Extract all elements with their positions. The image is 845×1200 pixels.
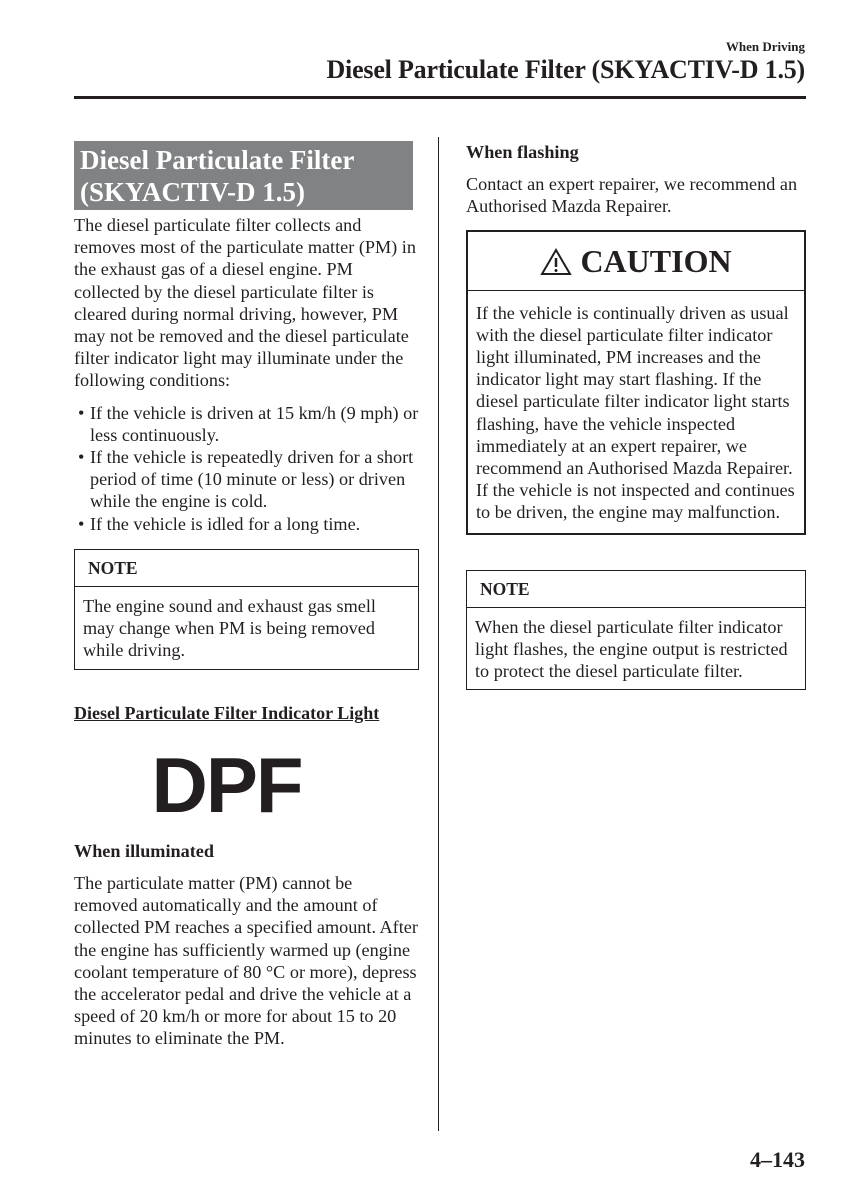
- caution-text: If the vehicle is continually driven as usual with the diesel particulate filter indicator light illuminated, PM increases and the indicator light may start flashing. If the diesel particulate filter indicator light starts flashing, have the vehicle inspected immediately at an expert repairer, we recommend an Authorised Mazda Repairer. If the vehicle is not inspected and continues to be driven, the engine may malfunction.: [476, 302, 795, 523]
- left-column: [74, 141, 419, 1050]
- note-text: The engine sound and exhaust gas smell may change when PM is being removed while driving.: [83, 596, 376, 661]
- caution-header: [468, 232, 804, 291]
- list-item: [74, 513, 419, 535]
- caution-label: CAUTION: [580, 242, 732, 279]
- list-item: [74, 446, 419, 513]
- flashing-heading: When flashing: [466, 142, 579, 162]
- intro-paragraph: The diesel particulate filter collects and removes most of the particulate matter (PM) in the exhaust gas of a diesel engine. PM collected by the diesel particulate filter is cleared during normal driving, however, PM may not be removed and the diesel particulate filter indicator light may illuminate under the following conditions:: [74, 215, 416, 391]
- section-title-line-2: (SKYACTIV-D 1.5): [80, 177, 306, 207]
- warning-triangle-icon: [540, 248, 572, 276]
- caution-box: [466, 230, 806, 535]
- list-item-text: If the vehicle is driven at 15 km/h (9 mph) or less continuously.: [90, 402, 419, 445]
- indicator-heading: Diesel Particulate Filter Indicator Light: [74, 702, 380, 723]
- right-column: [466, 141, 806, 690]
- page-title: Diesel Particulate Filter (SKYACTIV-D 1.5): [326, 55, 805, 84]
- bullet-icon: •: [78, 447, 85, 468]
- list-item: [74, 402, 419, 446]
- header-rule: [74, 96, 806, 99]
- note-label: NOTE: [467, 571, 805, 608]
- dpf-indicator-icon: DPF: [151, 740, 302, 829]
- section-label: When Driving: [725, 39, 805, 54]
- page-number: 4–143: [750, 1147, 805, 1172]
- column-divider: [438, 137, 439, 1131]
- illuminated-heading: When illuminated: [74, 840, 214, 861]
- note-box: [74, 549, 419, 670]
- section-title: [74, 141, 413, 210]
- condition-list: [74, 402, 419, 535]
- flashing-paragraph: Contact an expert repairer, we recommend an Authorised Mazda Repairer.: [466, 174, 798, 217]
- list-item-text: If the vehicle is idled for a long time.: [90, 513, 361, 534]
- bullet-icon: •: [78, 402, 85, 423]
- note-label: NOTE: [75, 550, 418, 587]
- note-box: [466, 570, 806, 691]
- section-title-line-1: Diesel Particulate Filter: [80, 145, 355, 175]
- list-item-text: If the vehicle is repeatedly driven for a short period of time (10 minute or less) or driven while the engine is cold.: [90, 447, 414, 512]
- illuminated-paragraph: The particulate matter (PM) cannot be removed automatically and the amount of collected PM reaches a specified amount. After the engine has sufficiently warmed up (engine coolant temperature of 80 °C or more), depress the accelerator pedal and drive the vehicle at a speed of 20 km/h or more for about 15 to 20 minutes to eliminate the PM.: [74, 873, 418, 1049]
- note-text: When the diesel particulate filter indicator light flashes, the engine output is restricted to protect the diesel particulate filter.: [475, 616, 788, 682]
- bullet-icon: •: [78, 513, 85, 534]
